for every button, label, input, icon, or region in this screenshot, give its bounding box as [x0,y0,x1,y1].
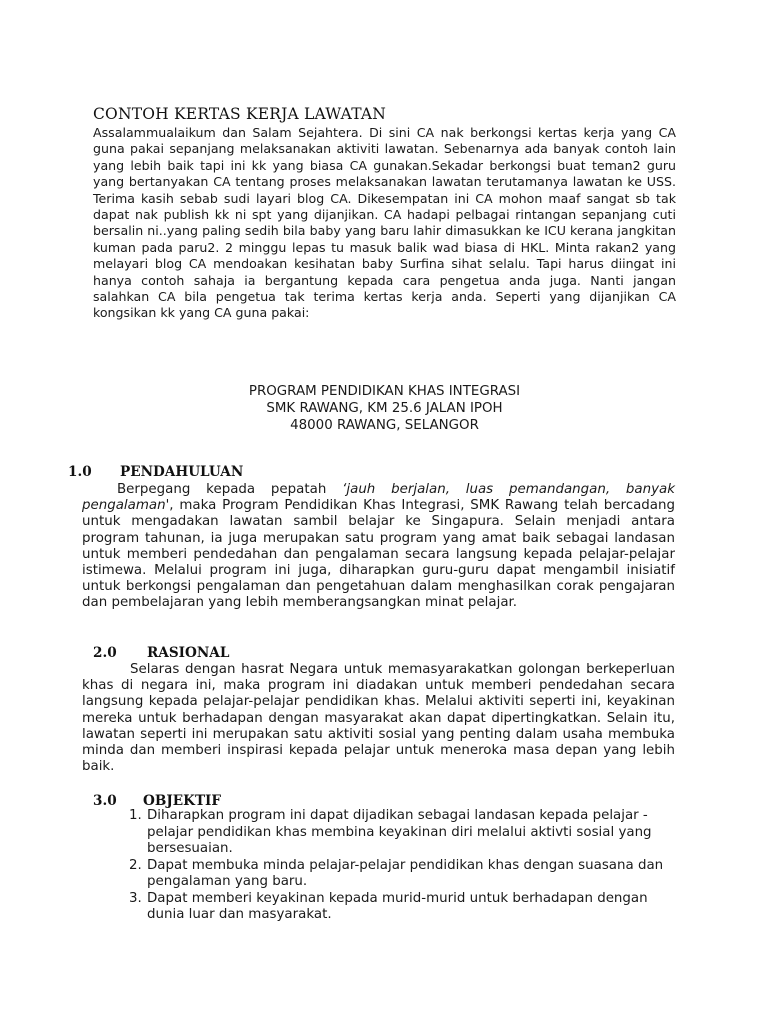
section-title: PENDAHULUAN [120,464,244,480]
pendahuluan-text-before: Berpegang kepada pepatah [117,482,327,497]
section-heading-rasional [93,645,229,661]
program-school: SMK RAWANG, KM 25.6 JALAN IPOH [266,401,503,416]
pendahuluan-text-after: , maka Program Pendidikan Khas Integrasi, SMK Rawang telah bercadang untuk mengadakan lawatan sambil belajar ke Singapura. Selain menjadi antara program tahunan, ia juga merupakan satu program yang amat baik sebagai landasan untuk memberi pendedahan dan pengalaman secara langsung kepada pelajar-pelajar istimewa. Melalui program ini juga, diharapkan guru-guru dapat mengambil inisiatif untuk berkongsi pengalaman dan pengetahuan dalam menghasilkan corak pengajaran dan pembelajaran yang lebih memberangsangkan minat pelajar. [82,498,675,611]
pendahuluan-quote: ‘jauh berjalan, luas pemandangan, banyak pengalaman' [82,482,675,514]
section-heading-pendahuluan [68,464,243,480]
document-title: CONTOH KERTAS KERJA LAWATAN [93,105,387,123]
section-number: 2.0 [93,645,117,661]
list-item: 2. Dapat membuka minda pelajar-pelajar pendidikan khas dengan suasana dan pengalaman yang baru. [129,857,664,889]
pendahuluan-paragraph [82,482,675,612]
list-item: 3. Dapat memberi keyakinan kepada murid-murid untuk berhadapan dengan dunia luar dan masyarakat. [129,890,648,922]
section-heading-objektif [93,793,221,809]
section-title: OBJEKTIF [143,793,222,809]
rasional-text: Selaras dengan hasrat Negara untuk memasyarakatkan golongan berkeperluan khas di negara ini, maka program ini diadakan untuk memberi pendedahan secara langsung kepada pelajar-pelajar pendidikan khas. Melalui aktiviti seperti ini, keyakinan mereka untuk berhadapan dengan masyarakat akan dapat dipertingkatkan. Selain itu, lawatan seperti ini merupakan satu aktiviti sosial yang penting dalam usaha membuka minda dan memberi inspirasi kepada pelajar untuk meneroka masa depan yang lebih baik. [82,662,675,775]
objective-list [129,808,689,924]
program-name: PROGRAM PENDIDIKAN KHAS INTEGRASI [248,384,521,399]
section-number: 3.0 [93,793,117,809]
section-title: RASIONAL [147,645,230,661]
list-item: 1. Diharapkan program ini dapat dijadikan sebagai landasan kepada pelajar - pelajar pendidikan khas membina keyakinan diri melalui aktivti sosial yang bersesuaian. [129,808,652,856]
intro-paragraph: Assalammualaikum dan Salam Sejahtera. Di sini CA nak berkongsi kertas kerja yang CA guna pakai sepanjang melaksanakan aktiviti lawatan. Sebenarnya ada banyak contoh lain yang lebih baik tapi ini kk yang biasa CA gunakan.Sekadar berkongsi buat teman2 guru yang bertanyakan CA tentang proses melaksanakan lawatan terutamanya lawatan ke USS. Terima kasih sebab sudi layari blog CA. Dikesempatan ini CA mohon maaf sangat sb tak dapat nak publish kk ni spt yang dijanjikan. CA hadapi pelbagai rintangan sepanjang cuti bersalin ni..yang paling sedih bila baby yang baru lahir dimasukkan ke ICU kerana jangkitan kuman pada paru2. 2 minggu lepas tu masuk balik wad biasa di HKL. Minta rakan2 yang melayari blog CA mendoakan kesihatan baby Surfina sihat selalu. Tapi harus diingat ini hanya contoh sahaja ia bergantung kepada cara pengetua anda juga. Nanti jangan salahkan CA bila pengetua tak terima kertas kerja anda. Seperti yang dijanjikan CA kongsikan kk yang CA guna pakai: [93,125,676,321]
program-header [93,383,676,434]
rasional-paragraph [82,662,675,775]
section-number: 1.0 [68,464,92,480]
program-address: 48000 RAWANG, SELANGOR [290,418,479,433]
